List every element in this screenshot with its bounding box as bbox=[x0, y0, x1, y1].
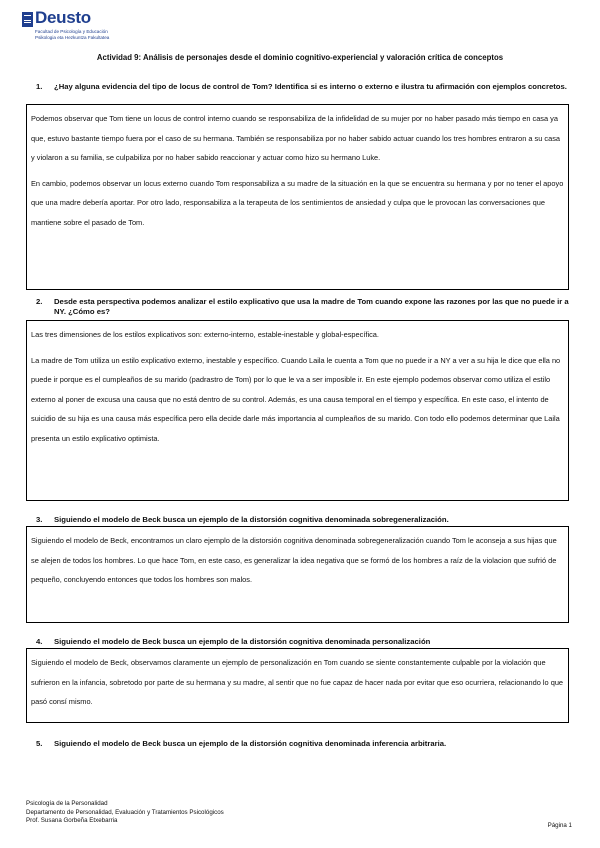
logo-subtitle bbox=[35, 29, 109, 41]
footer-course: Psicología de la Personalidad bbox=[26, 800, 108, 807]
answer-box-4 bbox=[26, 648, 569, 723]
question-text: Siguiendo el modelo de Beck busca un ejemplo de la distorsión cognitiva denominada personalización bbox=[54, 637, 431, 646]
answer-box-1 bbox=[26, 104, 569, 290]
page-title: Actividad 9: Análisis de personajes desde el dominio cognitivo-experiencial y valoración crítica de conceptos bbox=[96, 53, 504, 62]
question-number: 4. bbox=[36, 637, 43, 646]
question-text: Desde esta perspectiva podemos analizar el estilo explicativo que usa la madre de Tom cuando expone las razones por las que no puede ir a NY. ¿Cómo es? bbox=[54, 297, 569, 316]
question-text: Siguiendo el modelo de Beck busca un ejemplo de la distorsión cognitiva denominada inferencia arbitraria. bbox=[54, 739, 447, 748]
page-number: Página 1 bbox=[547, 822, 572, 829]
answer-paragraph: Podemos observar que Tom tiene un locus de control interno cuando se responsabiliza de la infidelidad de su mujer por no haber pasado más tiempo en casa ya que, estuvo bastante tiempo fuera por el caso de su hermana. También se responsabiliza por no haber sabido actuar cuando los tres hombres entraron a su casa y violaron a su familia, se culpabiliza por no haber sabido reaccionar y actuar como hizo su hermano Luke. bbox=[31, 114, 561, 162]
logo-subtitle-line-1: Facultad de Psicología y Educación bbox=[35, 29, 108, 34]
answer-paragraph: Las tres dimensiones de los estilos explicativos son: externo-interno, estable-inestable y global-específica. bbox=[31, 330, 379, 339]
question-number: 3. bbox=[36, 515, 43, 524]
answer-paragraph: En cambio, podemos observar un locus externo cuando Tom responsabiliza a su madre de la situación en la que se encuentra su hermana y por no tener el apoyo que una madre debería aportar. Por otro lado, responsabiliza a la terapeuta de los sentimientos de ansiedad y culpa que le provocan las conversaciones que mantiene sobre el pasado de Tom. bbox=[31, 178, 564, 227]
university-logo bbox=[22, 9, 91, 27]
logo-name: Deusto bbox=[35, 8, 91, 27]
footer-department: Departamento de Personalidad, Evaluación y Tratamientos Psicológicos bbox=[26, 808, 224, 816]
question-number: 1. bbox=[36, 82, 43, 91]
page-footer bbox=[26, 800, 224, 826]
footer-professor: Prof. Susana Gorbeña Etxebarria bbox=[26, 817, 118, 825]
question-text: Siguiendo el modelo de Beck busca un ejemplo de la distorsión cognitiva denominada sobregeneralización. bbox=[54, 515, 449, 524]
logo-subtitle-line-2: Psikologia eta Hezkuntza Fakultatea bbox=[35, 35, 110, 40]
answer-paragraph: Siguiendo el modelo de Beck, observamos claramente un ejemplo de personalización en Tom cuando se siente constantemente culpable por la violación que sufrieron en la infancia, sobretodo por parte de su hermana y su madre, al sentir que no fue capaz de hacer nada por evitar que eso ocurriera, relacionando lo que pasó consí mismo. bbox=[31, 658, 564, 706]
answer-box-3 bbox=[26, 526, 569, 623]
question-number: 2. bbox=[36, 297, 43, 306]
logo-icon bbox=[22, 12, 33, 27]
question-text: ¿Hay alguna evidencia del tipo de locus de control de Tom? Identifica si es interno o externo e ilustra tu afirmación con ejemplos concretos. bbox=[54, 82, 567, 91]
question-number: 5. bbox=[36, 739, 43, 748]
answer-paragraph: Siguiendo el modelo de Beck, encontramos un claro ejemplo de la distorsión cognitiva denominada sobregeneralización cuando Tom le aconseja a sus hijas que se alejen de todos los hombres. Lo que hace Tom, en este caso, es generalizar la idea negativa que se formó de los hombres a raíz de la violacion que sufrió de pequeño, concluyendo entonces que todos los hombres son malos. bbox=[31, 536, 557, 584]
answer-box-2 bbox=[26, 320, 569, 501]
answer-paragraph: La madre de Tom utiliza un estilo explicativo externo, inestable y específico. Cuando Laila le cuenta a Tom que no puede ir a NY a ver a su hija le dice que ella no puede ir porque es el cumpleaños de su marido (padrastro de Tom) por lo que le va a ser imposible ir. En este ejemplo podemos observar como utiliza el estilo externo al poner de excusa una causa que no está dentro de su control. Además, es una causa temporal en el tiempo y específica. En este caso, el intento de suicidio de su hija es una causa más específica pero ella decide darle más importancia al cumpleaños de su marido. Con todo ello podemos determinar que Laila presenta un estilo explicativo optimista. bbox=[31, 355, 561, 443]
